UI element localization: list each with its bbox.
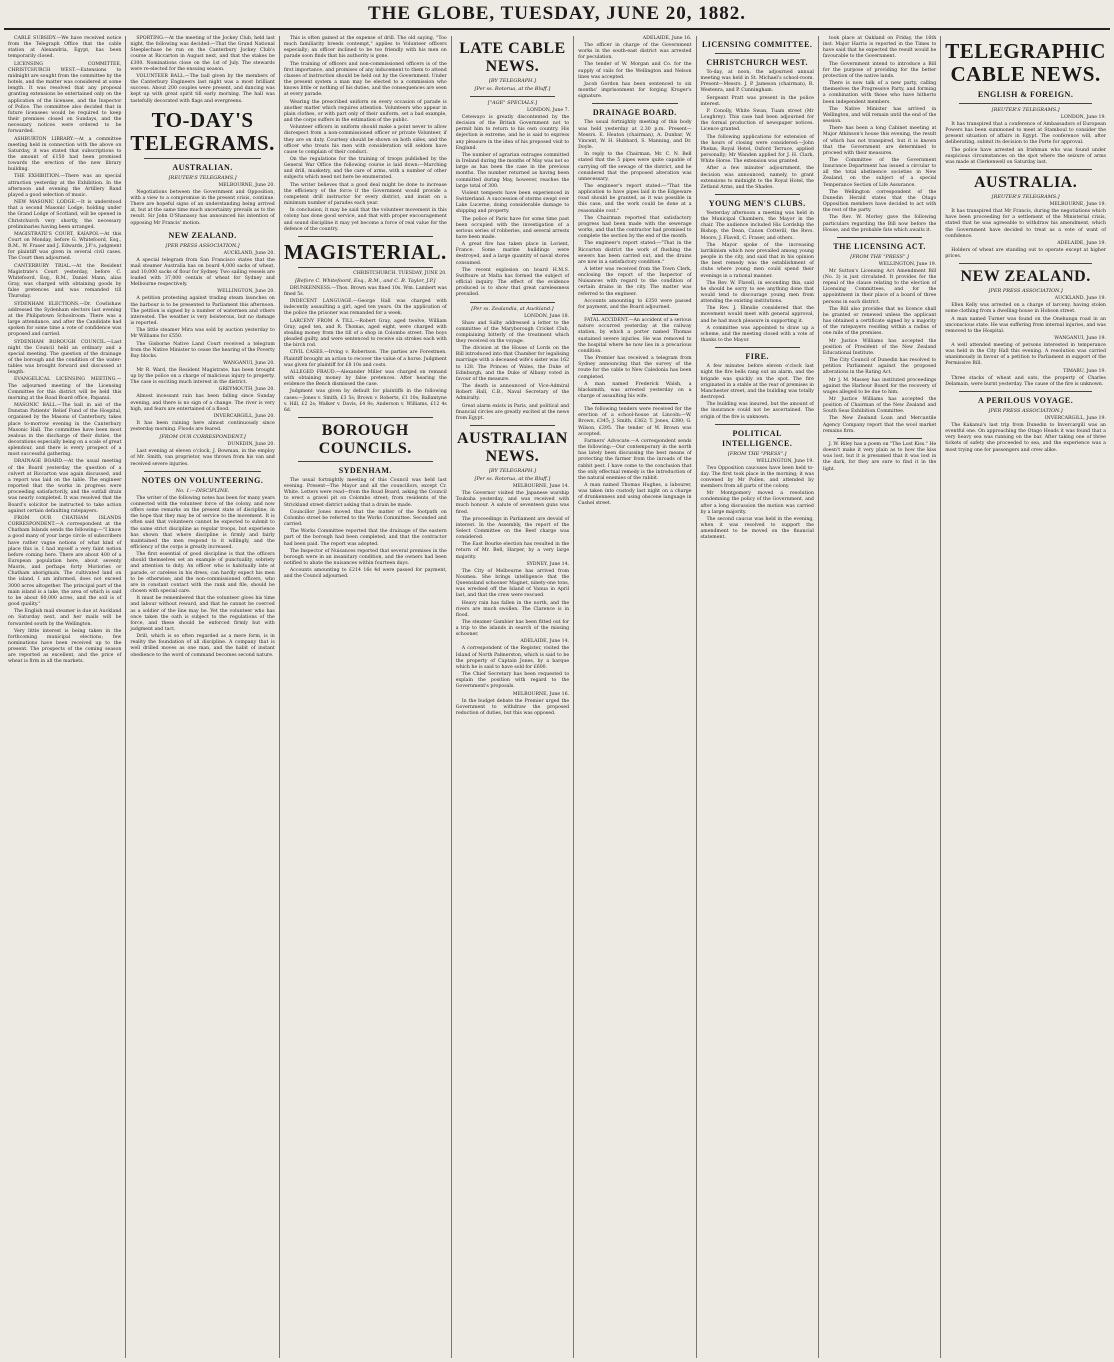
dateline: CHRISTCHURCH. TUESDAY, JUNE 20.	[353, 270, 447, 276]
dateline: MELBOURNE, June 20.	[218, 182, 275, 188]
column-3	[279, 36, 451, 1358]
subheading: [REUTER'S TELEGRAMS.]	[168, 174, 237, 181]
dateline: TIMARU, June 19.	[1063, 368, 1106, 374]
article-paragraph: The writer of the following notes has been for many years connected with the volunteer force of the colony, and now offers some remarks on the present state of discipline, in the hope that they may be of service to the movement. It is often said that volunteers cannot be expected to submit to the same strict discipline as regular troops, but experience has shown that where discipline is firmly and fairly maintained the men respond to it willingly, and the efficiency of the corps is greatly increased.	[130, 495, 275, 550]
divider-rule	[715, 194, 800, 195]
article-paragraph: The Inspector of Nuisances reported that several premises in the borough were in an insanitary condition, and the owners had been notified to abate the nuisances within fourteen days.	[283, 548, 447, 566]
dateline: WANGANUI, June 19.	[1054, 335, 1106, 341]
dateline: DUNEDIN, June 20.	[227, 442, 275, 448]
divider-rule	[959, 169, 1092, 170]
article-paragraph: Heavy rain has fallen in the north, and the rivers are much swollen. The Clarence is in flood.	[455, 600, 570, 618]
divider-rule	[715, 347, 800, 348]
article-paragraph: The City of Melbourne has arrived from Noumea. She brings intelligence that the Queensland schooner Magnet, ninety-one tons, was wrecked off the Island of Vanua in April last, and that the crew were rescued.	[455, 568, 570, 599]
divider-rule	[144, 471, 260, 472]
divider-rule	[715, 424, 800, 425]
divider-rule	[715, 53, 800, 54]
article-paragraph: Councillor Jones moved that the matter of the footpath on Colombo street be referred to the Works Committee. Seconded and carried.	[283, 509, 447, 528]
article-paragraph: A man named Thomas Hughes, a labourer, was taken into custody last night on a charge of drunkenness and using obscene language in Cashel street.	[578, 483, 692, 507]
subsection-heading: A PERILOUS VOYAGE.	[977, 395, 1074, 405]
article-paragraph: The Rev. W. Flavell, in seconding this, said he should be sorry to see anything done that would tend to discourage young men from attending the existing institutions.	[700, 280, 814, 305]
article-paragraph: Wearing the prescribed uniform on every occasion of parade is another matter which requires attention. Volunteers who appear in plain clothes, or with part only of their uniform, set a bad example, and the corps suffers in the estimation of the public.	[283, 99, 447, 124]
divider-rule	[592, 403, 677, 404]
article-paragraph: Shaw and Salby addressed a letter to the committee of the Maryborough Cricket Club, complaining bitterly of the treatment which they received on the voyage.	[455, 320, 570, 344]
column-1	[4, 36, 125, 1358]
column-4	[451, 36, 573, 1358]
subheading: [FROM THE "PRESS".]	[727, 450, 787, 457]
article-paragraph: A well attended meeting of persons interested in temperance was held in the City Hall this evening. A resolution was carried unanimously in favour of a petition to Parliament in support of the Permissive Bill.	[945, 342, 1106, 367]
article-paragraph: After a few minutes' adjournment, the decision was announced, namely, to grant extensions to midnight to the Royal Hotel, the Zetland Arms, and the Shades.	[700, 166, 814, 190]
divider-rule	[144, 158, 260, 159]
dateline: MELBOURNE, June 16.	[512, 691, 570, 697]
article-paragraph: took place at Oakland on Friday, the 16th inst. Major Harris is reported in the Times to have said that he expected the result would be favourable to the Government.	[822, 36, 937, 60]
subsection-heading: AUSTRALIAN.	[172, 162, 233, 172]
article-paragraph: The building was insured, but the amount of the insurance could not be ascertained. The origin of the fire is unknown.	[700, 402, 814, 420]
article-paragraph: Mr Montgomery moved a resolution condemning the policy of the Government, and after a long discussion the motion was carried by a large majority.	[700, 491, 814, 515]
subheading: [Per ss. Rotorua, at the Bluff.]	[474, 86, 551, 92]
article-paragraph: The Governor visited the Japanese warship Tsukuba yesterday, and was received with much honour. A salute of seventeen guns was fired.	[455, 491, 570, 515]
subheading: ["AGE" SPECIALS.]	[487, 100, 538, 106]
section-heading: AUSTRALIA.	[973, 174, 1078, 192]
article-paragraph: The usual fortnightly meeting of this Council was held last evening. Present—The Mayor and all the councillors, except Cr. White. Letters were read—from the Road Board, asking the Council to erect a gravel pit on Colombo street; from residents of the Strickland street district asking that a drain be made.	[283, 477, 447, 508]
section-heading: TO-DAY'S TELEGRAMS.	[130, 107, 275, 155]
article-paragraph: Yesterday afternoon a meeting was held in the Municipal Chambers, the Mayor in the chair. The audience included His Lordship the Bishop, the Dean, Canon Cotterill, the Revs. Moore, J. Flavell, C. Fraser, and others.	[700, 210, 814, 241]
article-paragraph: Two Opposition caucuses have been held to-day. The first took place in the morning; it was convened by Mr Pollen, and attended by members from all parts of the colony.	[700, 465, 814, 490]
article-paragraph: The second caucus was held in the evening, when it was resolved to support the amendment to be moved on the financial statement.	[700, 516, 814, 541]
article-paragraph: J. W. Riley has a poem on "The Lost Kiss." He doesn't make it very plain as to how the kiss was lost, but it is presumed that it was lost in the dark, for they are sure to find it in the light.	[822, 441, 937, 472]
article-paragraph: The training of officers and non-commissioned officers is of the first importance, and promises of any inducement to them to attend classes of instruction should be held out by the Government. Under the present system a man may be elected to a commission who knows little or nothing of his duties, and the consequences are seen at every parade.	[283, 61, 447, 98]
dateline: ADELAIDE, June 19.	[1057, 240, 1106, 246]
article-paragraph: LICENSING COMMITTEE, CHRISTCHURCH WEST.—Extensions to midnight are sought from the committee by the hotels, and the matter was considered at some length. It was resolved that any proposal granting extensions be entertained only on the application of the licensee, and the Inspector of Police. The committee also decided that in future licensees would be required to keep their premises closed on Sundays, and the necessary notices were ordered to be forwarded.	[8, 61, 122, 135]
article-paragraph: SYDENHAM ELECTIONS.—Dr. Cowlishaw addressed the Sydenham electors last evening at the Philipstown Schoolroom. There was a large attendance, and after the Candidate had spoken for some time a vote of confidence was proposed and carried.	[8, 301, 122, 338]
article-paragraph: It has transpired that a conference of Ambassadors of European Powers has been summoned to meet at Stamboul to consider the present situation of affairs in Egypt. The conference will, after deliberating, submit its decision to the Porte for approval.	[945, 122, 1106, 146]
divider-rule	[959, 391, 1092, 392]
article-paragraph: The Rev. J. Elmslie considered that the movement would meet with general approval, and he had much pleasure in supporting it.	[700, 306, 814, 324]
article-paragraph: This is often gained at the expense of drill. The old saying, "Too much familiarity breeds contempt," applies to Volunteer officers especially; an officer inclined to be too friendly with his men on parade soon finds that his authority is gone.	[283, 36, 447, 60]
article-paragraph: LARCENY FROM A TILL.—Robert Gray, aged twelve, William Gray, aged ten, and R. Thomas, aged eight, were charged with stealing money from the till of a shop in Colombo street. The boys pleaded guilty, and were sentenced to receive six strokes each with the birch rod.	[283, 318, 447, 349]
divider-rule	[959, 263, 1092, 264]
article-paragraph: Cetewayo is greatly discontented by the decision of the British Government not to permit him to return to his own country. His dejection is extreme, and he is said to express any pleasure in the idea of his proposed visit to England.	[455, 115, 570, 151]
article-paragraph: Judgment was given by default for plaintiffs in the following cases:—Jones v. Smith, £3 5s; Brown v. Roberts, £1 10s; Ballantyne v. Hill, £2 2s; Walker v. Davis, £4 8s; Anderson v. Williams, £12 4s 6d.	[283, 389, 447, 413]
column-7	[818, 36, 940, 1358]
article-paragraph: NEW MASONIC LODGE.—It is understood that a second Masonic Lodge, holding under the Grand Lodge of Scotland, will be opened in Christchurch very shortly, the necessary preliminaries having been arranged.	[8, 200, 122, 230]
subsection-heading: YOUNG MEN'S CLUBS.	[708, 198, 806, 208]
article-paragraph: The recent explosion on board H.M.S. Swiftsure at Malta has formed the subject of official inquiry. The effect of the evidence produced is to show that great carelessness prevailed.	[455, 267, 570, 298]
subheading: [FROM OUR CORRESPONDENT.]	[159, 434, 246, 441]
article-paragraph: Jacob Gordon has been sentenced to six months' imprisonment for forging Kruger's signature.	[578, 81, 692, 100]
article-paragraph: Mr Sutton's Licensing Act Amendment Bill (No. 3) is just circulated. It provides for the repeal of the clause relating to the election of Licensing Committees, and for the appointment in their place of a board of three persons in each district.	[822, 268, 937, 305]
article-paragraph: Accounts amounting to £214 16s 4d were passed for payment, and the Council adjourned.	[283, 568, 447, 580]
masthead	[4, 0, 1110, 30]
article-paragraph: INDECENT LANGUAGE.—George Hall was charged with indecently assaulting a girl, aged ten years. On the application of the police the prisoner was remanded for a week.	[283, 299, 447, 317]
subsection-heading: NOTES ON VOLUNTEERING.	[141, 475, 264, 485]
column-8	[940, 36, 1110, 1358]
divider-rule	[592, 103, 677, 104]
article-paragraph: The Mayor spoke of the increasing larrikinism which now prevailed among young people in the city, and said that in his opinion the best remedy was the establishment of clubs where young men could spend their evenings in a rational manner.	[700, 242, 814, 279]
article-paragraph: Mr R. Ward, the Resident Magistrate, has been brought up by the police on a charge of malicious injury to property. The case is exciting much interest in the district.	[130, 368, 275, 386]
subsection-heading: DRAINAGE BOARD.	[592, 108, 677, 118]
article-paragraph: The Wellington correspondent of the Dunedin Herald states that the Otago Opposition members have decided to act with the rest of the party.	[822, 189, 937, 214]
dateline: WELLINGTON, June 19.	[878, 261, 937, 267]
divider-rule	[837, 237, 922, 238]
article-paragraph: ALLEGED FRAUD.—Alexander Miller was charged on remand with obtaining money by false pretences. After hearing the evidence the Bench dismissed the case.	[283, 369, 447, 388]
article-paragraph: A letter was received from the Town Clerk, enclosing the report of the Inspector of Nuisances with regard to the condition of certain drains in the city. The matter was referred to the engineer.	[578, 267, 692, 297]
subsection-heading: NEW ZEALAND.	[168, 230, 237, 240]
masthead-title: THE GLOBE, TUESDAY, JUNE 20, 1882.	[367, 3, 747, 24]
article-paragraph: The engineer's report stated:—"That in the Riccarton district the work of flushing the sewers has been carried out, and the drains are now in a satisfactory condition."	[578, 241, 692, 265]
article-paragraph: Ellen Kelly was arrested on a charge of larceny, having stolen some clothing from a dwelling-house in Hobson street.	[945, 303, 1106, 315]
divider-rule	[470, 425, 555, 426]
article-paragraph: Drill, which is so often regarded as a mere form, is in reality the foundation of all discipline. A company that is well drilled moves as one man, and the habit of instant obedience to the word of command becomes second nature.	[130, 634, 275, 658]
article-paragraph: MAGISTRATE'S COURT, KAIAPOI.—At this Court on Monday, before G. Whitefoord, Esq., R.M., W. Fraser and J. Edwards, J.P.'s, judgment for plaintiff was given in several civil cases. The Court then adjourned.	[8, 231, 122, 262]
article-paragraph: A man named Turner was found on the Onehunga road in an unconscious state. He was suffering from internal injuries, and was removed to the Hospital.	[945, 316, 1106, 334]
article-paragraph: The tender of W. Morgan and Co. for the supply of rails for the Wellington and Nelson lines was accepted.	[578, 62, 692, 80]
dateline: ADELAIDE, June 14.	[520, 639, 570, 645]
divider-rule	[470, 302, 555, 303]
dateline: LONDON, June 19.	[1060, 115, 1106, 120]
article-paragraph: The Premier has received a telegram from Sydney announcing that the survey of the route for the cable to New Caledonia has been completed.	[578, 356, 692, 380]
section-heading: NEW ZEALAND.	[960, 268, 1091, 286]
article-paragraph: Mr J. M. Massey has instituted proceedings against the Harbour Board for the recovery of wages alleged to be due to him.	[822, 377, 937, 395]
article-paragraph: Negotiations between the Government and Opposition, with a view to a compromise in the present crisis, continue. There are hopeful signs of an understanding being arrived at, but at the same time much uncertainty prevails as to the result. Sir John O'Shanassy has announced his intention of opposing Mr Francis' motion.	[130, 189, 275, 226]
divider-rule	[470, 96, 555, 97]
article-paragraph: Holders of wheat are standing out to operate except at higher prices.	[945, 247, 1106, 260]
article-paragraph: EVANGELICAL LICENSING MEETING.—The adjourned meeting of the Licensing Committee for this district will be held this morning at the Road Board office, Papanui.	[8, 377, 122, 401]
article-paragraph: On the regulations for the training of troops published by the General War Office the following course is laid down:—Marching and drill, musketry, and the care of arms, with a number of other subjects which need not here be enumerated.	[283, 156, 447, 181]
subheading: [PER PRESS ASSOCIATION.]	[988, 288, 1063, 295]
section-heading: LATE CABLE NEWS.	[459, 40, 566, 75]
article-paragraph: MASONIC BALL.—The ball in aid of the Dunstan Patients' Relief Fund of the Hospital, organised by the Masons of Canterbury, takes place to-morrow evening in the Canterbury Masonic Hall. The committee have been most zealous in the discharge of their duties, the decorations especially being on a scale of great splendour, and there is every prospect of a most successful gathering.	[8, 403, 122, 458]
article-paragraph: The Committee of the Government Insurance Department has issued a circular to all the total abstinence societies in New Zealand, on the subject of a special Temperance Section of Life Assurance.	[822, 157, 937, 188]
subsection-heading: CHRISTCHURCH WEST.	[706, 58, 809, 67]
article-paragraph: Three stacks of wheat and oats, the property of Charles Delamain, were burnt yesterday. The cause of the fire is unknown.	[945, 375, 1106, 387]
article-paragraph: ASHBURTON LIBRARY.—At a committee meeting held in connection with the above on Saturday, it was stated that subscriptions to the amount of £150 had been promised towards the erection of the new library building.	[8, 136, 122, 173]
article-paragraph: The little steamer Mira was sold by auction yesterday to Mr Williams for £550.	[130, 328, 275, 340]
dateline: LONDON, June 18.	[524, 313, 570, 319]
article-paragraph: It has been raining here almost continuously since yesterday morning. Floods are feared.	[130, 420, 275, 433]
article-paragraph: The Government intend to introduce a Bill for the purpose of providing for the better protection of the native lands.	[822, 61, 937, 79]
article-paragraph: DRUNKENNESS.—Thos. Brown was fined 10s. Wm. Lambert was fined 5s.	[283, 285, 447, 297]
article-paragraph: In reply to the Chairman, Mr. C. N. Bell stated that the 5 pipes were quite capable of carrying off the sewage of the district, and he considered that the proposed alteration was unnecessary.	[578, 152, 692, 182]
article-paragraph: It has transpired that Mr Francis, during the negotiations which have been proceeding for a settlement of the Ministerial crisis, stated that he was agreeable to withdraw his amendment, which the Government have decided to treat as a vote of want of confidence.	[945, 209, 1106, 239]
subheading: [REUTER'S TELEGRAMS.]	[991, 107, 1060, 113]
article-paragraph: The steamer Gambier has been fitted out for a trip to the islands in search of the missing schooner.	[455, 620, 570, 638]
article-paragraph: THE EXHIBITION.—There was an special attraction yesterday at the Exhibition. In the afternoon and evening the Artillery Band played a good selection of music.	[8, 174, 122, 198]
dateline: INVERCARGILL, June 19.	[1044, 415, 1106, 421]
article-paragraph: A committee was appointed to draw up a scheme, and the meeting closed with a vote of thanks to the Mayor.	[700, 325, 814, 344]
divider-rule	[298, 461, 433, 462]
subheading: [PER PRESS ASSOCIATION.]	[165, 242, 240, 249]
subheading: [Per ss. Zealandia, at Auckland.]	[471, 305, 554, 312]
article-paragraph: In conclusion, it may be said that the volunteer movement in this colony has done good service, and that with proper encouragement and sound discipline it may yet become a force of real value for the defence of the country.	[283, 208, 447, 232]
subsection-heading: SYDENHAM.	[338, 465, 392, 475]
article-paragraph: The Native Minister has arrived in Wellington, and will remain until the end of the session.	[822, 106, 937, 125]
article-paragraph: The officer in charge of the Government works in the south-east district was arrested for peculation.	[578, 43, 692, 61]
dateline: GREYMOUTH, June 20.	[218, 387, 275, 393]
subsection-heading: LICENSING COMMITTEE.	[701, 40, 813, 49]
column-2	[125, 36, 278, 1358]
subheading: [Before C. Whitefoord, Esq., R.M., and C. B. Taylor, J.P.]	[295, 277, 436, 284]
article-paragraph: Almost incessant rain has been falling since Sunday evening, and there is no sign of a change. The river is very high, and fears are entertained of a flood.	[130, 394, 275, 412]
article-paragraph: The Chief Secretary has been requested to explain the position with regard to the Government's proposals.	[455, 672, 570, 690]
divider-rule	[298, 417, 433, 418]
article-paragraph: Farmers' Advocate.—A correspondent sends the following:—Our contemporary in the north has lately been discussing the best means of protecting the farmer from the inroads of the rabbit pest. I have come to the conclusion that the only effectual remedy is the introduction of the natural enemies of the rabbit.	[578, 438, 692, 481]
article-paragraph: The writer believes that a good deal might be done to increase the efficiency of the force if the Government would provide a competent drill instructor for every district, and insist on a minimum number of parades each year.	[283, 182, 447, 207]
article-paragraph: Very little interest is being taken in the forthcoming municipal elections; few nominations have been received up to the present. The prospects of the coming season are reported as excellent, and the price of wheat is firm in all the markets.	[8, 628, 122, 665]
article-paragraph: A petition protesting against trading steam launches on the harbour is to be presented to Parliament this afternoon. The petition is signed by a number of watermen and others interested. The weather is very boisterous, but no damage is reported.	[130, 296, 275, 327]
article-paragraph: The City Council of Dunedin has resolved to petition Parliament against the proposed alterations in the Rating Act.	[822, 358, 937, 376]
article-paragraph: Last evening at eleven o'clock, J. Bowman, in the employ of Mr. Smith, van proprietor, was thrown from his van and received severe injuries.	[130, 449, 275, 467]
article-paragraph: There has been a long Cabinet meeting at Major Atkinson's house this evening, the result of which has not transpired, but it is known that the Government are determined to proceed with their measures.	[822, 126, 937, 156]
article-paragraph: The following tenders were received for the erection of a school-house at Lincoln:—W. Brown, £345; J. Smith, £362; T. Jones, £380; G. Wilson, £395. The tender of W. Brown was accepted.	[578, 407, 692, 437]
subheading: [PER PRESS ASSOCIATION.]	[988, 407, 1063, 414]
section-heading: AUSTRALIAN NEWS.	[457, 430, 568, 466]
column-6	[696, 36, 818, 1358]
dateline: WANGANUI, June 20.	[223, 361, 275, 366]
subsection-heading: POLITICAL INTELLIGENCE.	[722, 428, 793, 448]
article-paragraph: A correspondent of the Register, visited the Island of North Palmerston, which is said to be the property of Captain Jones, by a barque which he is said to have sold for £600.	[455, 646, 570, 670]
article-paragraph: It must be remembered that the volunteer gives his time and labour without reward, and that he cannot be coerced as a soldier of the line may be. Yet the volunteer who has once taken the oath is subject to the regulations of the force, and these should be enforced firmly but with judgment and tact.	[130, 596, 275, 632]
article-paragraph: A man named Frederick Walsh, a blacksmith, was arrested yesterday on a charge of assaulting his wife.	[578, 381, 692, 399]
subheading: [FROM THE "PRESS".]	[850, 253, 909, 260]
section-heading: MAGISTERIAL.	[283, 239, 447, 264]
article-paragraph: CIVIL CASES.—Irving v. Robertson. The parties are Forestmen. Plaintiff brought an action to recover the value of a horse. Judgment was given for plaintiff for £8 10s and costs.	[283, 350, 447, 368]
article-paragraph: A special telegram from San Francisco states that the mail steamer Australia has on board 4,000 sacks of wheat, and 10,000 sacks of flour for Sydney. Two sailing vessels are loaded with 37,000 centals of wheat for Sydney and Melbourne respectively.	[130, 257, 275, 288]
section-heading: BOROUGH COUNCILS.	[318, 421, 412, 457]
article-paragraph: SYDENHAM BOROUGH COUNCIL.—Last night the Council held an ordinary and a special meeting. The question of the drainage of the borough and the condition of the water-tables was brought forward and discussed at length.	[8, 339, 122, 376]
subheading: No. 1.—DISCIPLINE.	[175, 487, 230, 494]
article-paragraph: Mr Justice Williams has accepted the position of President of the New Zealand Educational Institute.	[822, 338, 937, 356]
subheading: [BY TELEGRAPH.]	[488, 78, 536, 84]
dateline: ADELAIDE, June 16.	[642, 36, 692, 41]
subheading: [Per ss. Rotorua, at the Bluff.]	[474, 476, 551, 483]
dateline: SYDNEY, June 14.	[526, 561, 570, 567]
subheading: [REUTER'S TELEGRAMS.]	[991, 194, 1060, 201]
article-paragraph: FATAL ACCIDENT.—An accident of a serious nature occurred yesterday at the railway station, by which a porter named Thomas sustained severe injuries. He was removed to the hospital where he now lies in a precarious condition.	[578, 318, 692, 354]
article-paragraph: The division at the House of Lords on the Bill introduced into that Chamber for legalising marriage with a deceased wife's sister was 162 to 128. The Princes of Wales, the Duke of Edinburgh, and the Duke of Albany voted in favour of the measure.	[455, 346, 570, 382]
article-paragraph: The New Zealand Loan and Mercantile Agency Company report that the wool market remains firm.	[822, 416, 937, 434]
dateline: INVERCARGILL, June 20.	[213, 413, 275, 419]
dateline: AUCKLAND, June 19.	[1054, 296, 1106, 302]
section-heading: TELEGRAPHIC CABLE NEWS.	[945, 39, 1106, 86]
columns	[4, 36, 1110, 1358]
dateline: MELBOURNE, June 14.	[512, 484, 570, 490]
article-paragraph: Great alarm exists in Paris, and political and financial circles are greatly excited at the news from Egypt.	[455, 403, 570, 421]
article-paragraph: The police have arrested an Irishman who was found under suspicious circumstances on the spot where the seizure of arms was made at Clerkenwell on Saturday last.	[945, 147, 1106, 165]
column-5	[573, 36, 695, 1358]
divider-rule	[959, 103, 1092, 104]
article-paragraph: The Kakanui's last trip from Dunedin to Invercargill was an eventful one. On approaching the Otago Heads it was found that a very heavy sea was running on the bar. After taking one of three tickets of safety she proceeded to sea, and the experience was a most trying one for passengers and crew alike.	[945, 422, 1106, 453]
article-paragraph: A few minutes before eleven o'clock last night the fire bells rang out an alarm, and the brigade was quickly on the spot. The fire originated in a stable at the rear of premises in Manchester street, and the building was totally destroyed.	[700, 364, 814, 401]
article-paragraph: In the budget debate the Premier urged the Government to withdraw the proposed reduction of duties, but this was opposed.	[455, 698, 570, 716]
article-paragraph: The police of Paris have for some time past been occupied with the investigation of a serious series of robberies, and several arrests have been made.	[455, 216, 570, 240]
divider-rule	[837, 438, 922, 439]
article-paragraph: The Rev. W. Morley gave the following particulars regarding the Bill now before the House, and the probable fate which awaits it.	[822, 215, 937, 233]
subheading: [BY TELEGRAPH.]	[488, 468, 536, 475]
article-paragraph: DRAINAGE BOARD.—At the usual meeting of the Board yesterday the question of a culvert at Riccarton was again discussed, and a report was laid on the table. The engineer reported that the works in progress were proceeding satisfactorily, and the outfall drain was nearly completed. It was resolved that the Board's solicitor be instructed to take action against certain defaulting ratepayers.	[8, 459, 122, 514]
divider-rule	[298, 267, 433, 268]
divider-rule	[592, 314, 677, 315]
article-paragraph: The English mail steamer is due at Auckland on Saturday next, and her mails will be forwarded south by the Wellington.	[8, 609, 122, 627]
article-paragraph: Violent tempests have been experienced in Switzerland. A succession of storms swept over Lake Lucerne, doing considerable damage to shipping and property.	[455, 190, 570, 215]
subsection-heading: THE LICENSING ACT.	[833, 241, 926, 251]
article-paragraph: SPORTING.—At the meeting of the Jockey Club, held last night, the following was decided:—That the Grand National Steeplechase be run on the Canterbury Jockey Club's course at Riccarton in August next, and that the stakes be £300. Nominations close on the 1st of July. The stewards were re-elected for the ensuing season.	[130, 36, 275, 72]
dateline: WELLINGTON, June 19.	[756, 458, 814, 464]
article-paragraph: The first essential of good discipline is that the officers should themselves set an example of punctuality, sobriety and attention to duty. An officer who is habitually late at parade, or careless in his dress, can hardly expect his men to be otherwise; and the non-commissioned officers, who are in constant contact with the rank and file, should be chosen with special care.	[130, 552, 275, 595]
article-paragraph: The usual fortnightly meeting of this body was held yesterday at 2.30 p.m. Present—Messrs. E. Heaton (chairman), A. Dunbar, W. Vincent, W. H. Hubbard, S. Manning, and Dr. Doyle.	[578, 120, 692, 151]
article-paragraph: The proceedings in Parliament are devoid of interest. In the Assembly, the report of the Select Committee on the Beef charge was considered.	[455, 516, 570, 541]
dateline: WELLINGTON, June 20.	[217, 289, 275, 295]
article-paragraph: Sergeant Pratt was present in the police interest.	[700, 95, 814, 107]
article-paragraph: The death is announced of Vice-Admiral Robert Hall, C.B., Naval Secretary of the Admiralty.	[455, 384, 570, 402]
article-paragraph: Mr Justice Williams has accepted the position of Chairman of the New Zealand and South Seas Exhibition Committee.	[822, 396, 937, 415]
divider-rule	[298, 236, 433, 237]
article-paragraph: P. Conolly, White Swan, Tuam street (Mr Loughrey). This case had been adjourned for the formal production of newspaper notices. Licence granted.	[700, 108, 814, 133]
article-paragraph: A great fire has taken place in Lorient, France. Some marine buildings were destroyed, and a large quantity of naval stores consumed.	[455, 242, 570, 266]
article-paragraph: Accounts amounting to £350 were passed for payment, and the Board adjourned.	[578, 298, 692, 310]
article-paragraph: The Bill also provides that no licence shall be granted or renewed unless the applicant has obtained a certificate signed by a majority of the ratepayers residing within a radius of one mile of the premises.	[822, 306, 937, 337]
article-paragraph: The number of agrarian outrages committed in Ireland during the months of May was not so large as has been the case in the previous months. The number returned as having been committed during May, however, reaches the large total of 300.	[455, 152, 570, 189]
article-paragraph: CANTERBURY TRIAL.—At the Resident Magistrate's Court yesterday, before C. Whitefoord, Esq., R.M., Daniel Mann, alias Gray, was charged with obtaining goods by false pretences and was remanded till Thursday.	[8, 263, 122, 300]
article-paragraph: VOLUNTEER BALL.—The ball given by the members of the Canterbury Engineers last night was a most brilliant success. About 200 couples were present, and dancing was kept up with great spirit till early morning. The hall was tastefully decorated with flags and evergreens.	[130, 73, 275, 104]
article-paragraph: FROM OUR CHATHAM ISLANDS CORRESPONDENT.—A correspondent at the Chatham Islands sends the following:—"I know a good many of your large circle of subscribers have rather vague notions of what kind of place this is. I had myself a very faint notion before coming here. There are about 400 of a European population here, about seventy Maoris, and perhaps forty Moriories or Chatham aboriginals. The cultivated land on the island, I am informed, does not exceed 3000 acres altogether. The principal part of the main island is a lake, the area of which is said to be about 60,000 acres, and the soil is of good quality."	[8, 515, 122, 608]
dateline: AUCKLAND, June 20.	[223, 250, 275, 256]
article-paragraph: The East Bourke election has resulted in the return of Mr. Bell, Harper, by a very large majority.	[455, 542, 570, 560]
article-paragraph: The Gisborne Native Land Court received a telegram from the Native Minister to cease the hearing of the Poverty Bay blocks.	[130, 341, 275, 359]
subsection-heading: ENGLISH & FOREIGN.	[977, 90, 1074, 99]
article-paragraph: To-day, at noon, the adjourned annual meeting was held in St. Michael's school-room. Present—Messrs. J. P. Jameson (chairman), R. Westenra, and P. Cunningham.	[700, 70, 814, 94]
dateline: MELBOURNE, June 19.	[1049, 202, 1106, 208]
article-paragraph: The Works Committee reported that the drainage of the eastern part of the borough had been completed, and that the contractor had been paid. The report was adopted.	[283, 529, 447, 547]
article-paragraph: The Chairman reported that satisfactory progress had been made with the sewerage works, and that the contractor had promised to complete the section by the end of the month.	[578, 215, 692, 240]
article-paragraph: There is now talk of a new party, calling themselves the Progressive Party, and forming a combination with those who have hitherto been independent members.	[822, 81, 937, 105]
article-paragraph: The following applications for extension of the hours of closing were considered:—John Phelan, Royal Hotel, Oxford Terrace, applied personally; Mr Wanden applied for J. H. Clark, White Horse. The extension was granted.	[700, 134, 814, 165]
subsection-heading: FIRE.	[745, 352, 770, 362]
dateline: LONDON, June 7.	[527, 108, 570, 113]
article-paragraph: CABLE SUBSIDY.—We have received notice from the Telegraph Office that the cable station at Alexandria, Egypt, has been temporarily closed.	[8, 36, 122, 60]
article-paragraph: Volunteer officers in uniform should make a point never to allow disrespect from a non-commissioned officer or private Volunteer, if they are on duty. Courtesy should be shown on both sides, and the officer who treats his men with consideration will seldom have cause to complain of their conduct.	[283, 125, 447, 155]
article-paragraph: The engineer's report stated:—"That the application to have pipes laid in the Edgeware road should be granted, as it was possible in this case, and the work could be done at a reasonable cost."	[578, 183, 692, 214]
